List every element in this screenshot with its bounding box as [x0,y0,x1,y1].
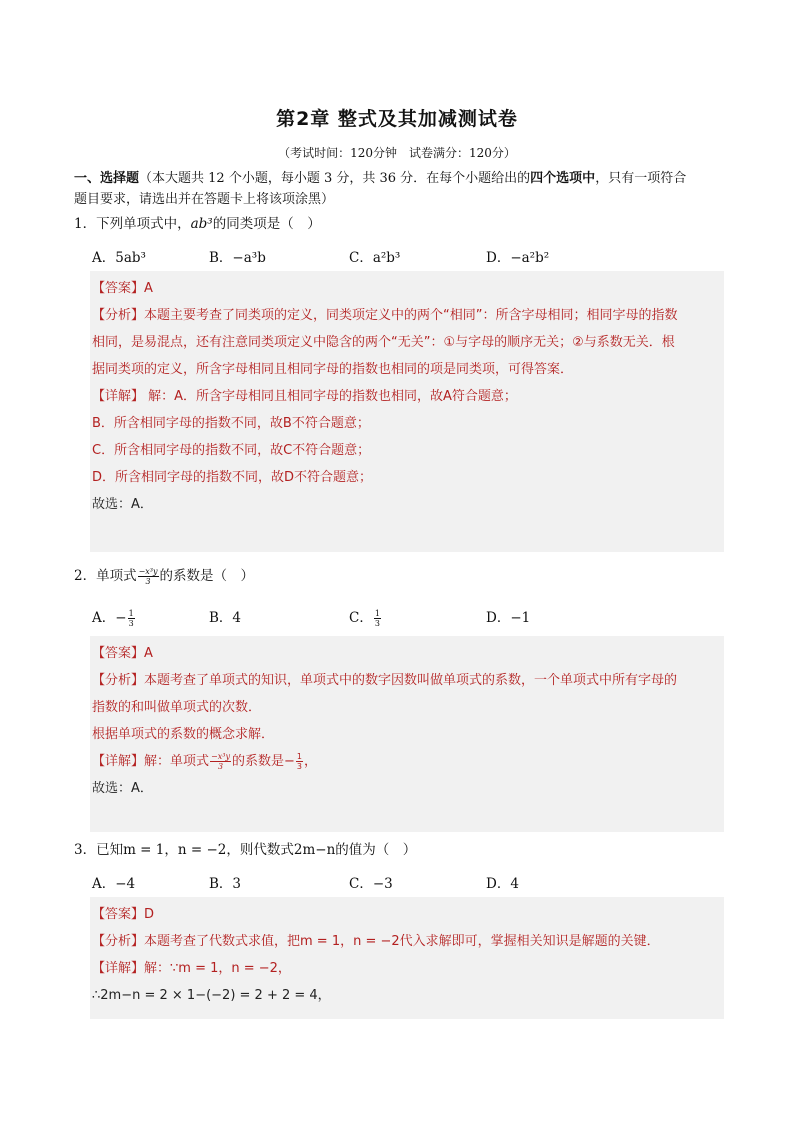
section-intro: （本大题共 12 个小题，每小题 3 分，共 36 分．在每个小题给出的 [139,171,531,186]
answer-label: 【答案】 [92,907,145,922]
option-b: B．−a³b [209,250,266,266]
question-1-stem [74,214,734,234]
section-heading: 一、选择题 [74,171,140,186]
analysis-line: 根据单项式的系数的概念求解． [92,727,275,742]
option-a-fraction [128,609,135,628]
option-d: D．−1 [486,610,531,626]
option-d: D．−a²b² [486,250,550,266]
option-b: B．4 [209,610,242,626]
detail-line: 【详解】解：∵m = 1，n = −2， [92,961,291,976]
question-3-options [92,872,732,894]
option-b: B．3 [209,876,242,892]
option-c-fraction [374,609,381,628]
exam-info: （考试时间：120分钟 试卷满分：120分） [278,146,516,160]
fraction-denominator: 3 [217,762,224,771]
fraction-numerator: 1 [296,752,302,761]
question-2-solution [90,636,724,832]
analysis-line: 指数的和叫做单项式的次数． [92,700,262,715]
question-2-options [92,606,732,628]
answer-label: 【答案】 [92,281,145,296]
option-d: D．4 [486,876,519,892]
question-1-options [92,246,732,268]
answer-value: A [144,646,153,661]
answer-line [92,640,722,667]
detail-suffix: ， [303,754,317,769]
question-1-prefix: 1．下列单项式中， [74,216,191,232]
option-c-label: C． [349,610,373,626]
fraction-numerator: −x³y [211,752,230,761]
fraction-denominator: 3 [128,619,134,628]
analysis-line: 【分析】本题考查了代数式求值，把m = 1，n = −2代入求解即可，掌握相关知识是解题的关键． [92,934,660,949]
section-intro-rest: ，只有一项符合 [595,171,687,186]
detail-line: D．所含相同字母的指数不同，故D不符合题意； [92,470,373,485]
fraction-denominator: 3 [296,762,302,771]
answer-value: A [144,281,153,296]
answer-value: D [144,907,155,922]
fraction-numerator: 1 [128,609,134,618]
section-instructions [74,168,734,210]
detail-fraction [210,752,231,771]
section-intro-bold: 四个选项中 [530,171,596,186]
fraction-numerator: −x³y [138,567,158,576]
fraction-denominator: 3 [374,619,380,628]
analysis-line: 相同，是易混点，还有注意同类项定义中隐含的两个“无关”：①与字母的顺序无关；②与系数无关．根 [92,335,675,350]
answer-line [92,275,722,302]
analysis-line: 【分析】本题考查了单项式的知识，单项式中的数字因数叫做单项式的系数，一个单项式中所有字母的 [92,673,678,688]
question-1-solution [90,271,724,552]
answer-line [92,901,722,928]
option-a-label: A．− [92,610,127,626]
detail-line: 【详解】 解：A．所含字母相同且相同字母的指数也相同，故A符合题意； [92,389,517,404]
section-intro-line2: 题目要求，请选出并在答题卡上将该项涂黑） [74,192,335,207]
detail-mid: 的系数是− [231,754,295,769]
option-c [349,606,382,628]
question-1-math: ab³ [190,216,213,232]
question-2-prefix: 2．单项式 [74,568,137,584]
detail-prefix: 【详解】解：单项式 [92,754,210,769]
detail-line: 故选：A． [92,497,153,512]
detail-line [92,748,722,775]
option-a: A．5ab³ [92,250,146,266]
analysis-line: 据同类项的定义，所含字母相同且相同字母的指数也相同的项是同类项，可得答案． [92,362,574,377]
fraction-numerator: 1 [374,609,380,618]
detail-line: 故选：A． [92,781,153,796]
fraction-denominator: 3 [145,577,151,586]
option-c: C．−3 [349,876,393,892]
question-3-stem: 3．已知m = 1，n = −2，则代数式2m−n的值为（ ） [74,842,417,858]
detail-coef-fraction [296,752,303,771]
question-2-stem [74,566,734,586]
detail-line: C．所含相同字母的指数不同，故C不符合题意； [92,443,371,458]
detail-line: B．所含相同字母的指数不同，故B不符合题意； [92,416,370,431]
answer-label: 【答案】 [92,646,145,661]
option-a: A．−4 [92,876,136,892]
question-1-suffix: 的同类项是（ ） [212,216,321,232]
page-title: 第2章 整式及其加减测试卷 [276,108,518,130]
question-2-suffix: 的系数是（ ） [159,568,255,584]
question-3-solution [90,897,724,1019]
detail-line: ∴2m−n = 2 × 1−(−2) = 2 + 2 = 4， [92,988,331,1003]
question-2-fraction [138,567,159,586]
analysis-line: 【分析】本题主要考查了同类项的定义，同类项定义中的两个“相同”：所含字母相同；相同字母的指数 [92,308,678,323]
option-c: C．a²b³ [349,250,401,266]
option-a [92,606,136,628]
